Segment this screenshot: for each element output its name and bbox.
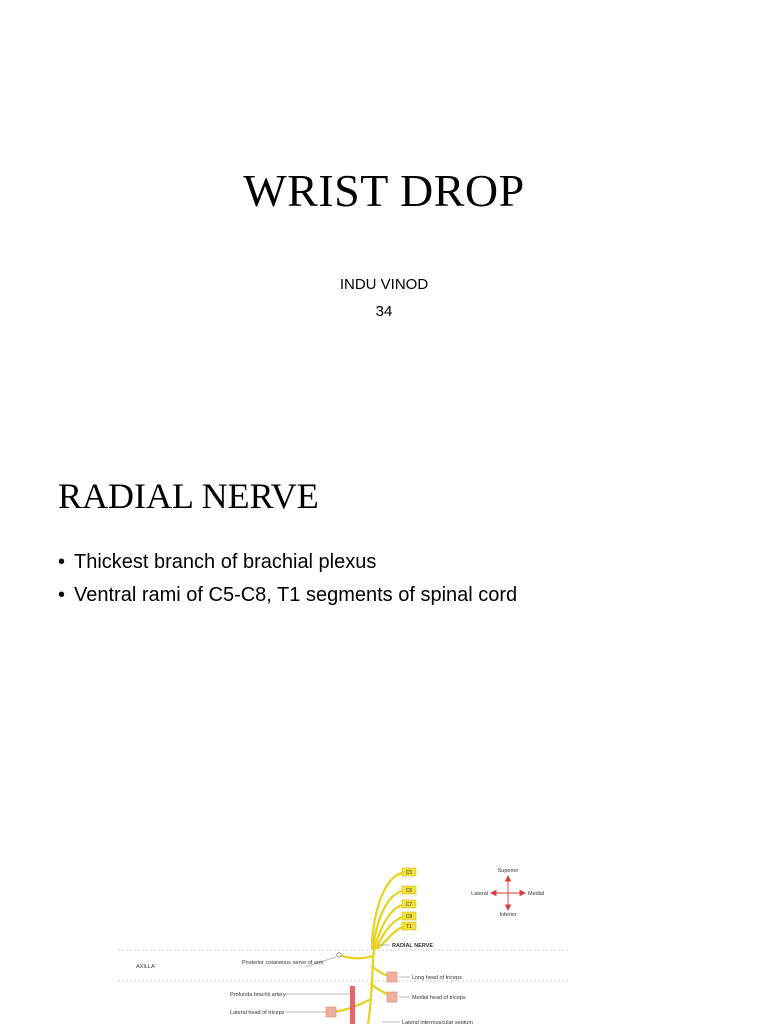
label-medial-head: Medial head of triceps: [412, 995, 466, 1001]
label-lateral-head: Lateral head of triceps: [230, 1010, 285, 1016]
root-label-t1: T1: [406, 924, 412, 930]
slide-title: WRIST DROP: [243, 165, 525, 216]
root-label-c7: C7: [405, 902, 413, 908]
root-label-c8: C8: [405, 914, 413, 920]
compass-lateral: Lateral: [471, 891, 488, 897]
root-label-c6: C6: [405, 888, 413, 894]
lateral-head-marker: [326, 1007, 336, 1017]
orientation-compass: [491, 876, 525, 910]
compass-superior: Superior: [497, 868, 519, 874]
bullet-item: • Ventral rami of C5-C8, T1 segments of spinal cord: [58, 584, 518, 606]
label-long-head: Long head of triceps: [412, 975, 462, 981]
compass-inferior: Inferior: [499, 912, 517, 918]
bullet-list: [58, 548, 517, 614]
long-head-marker: [387, 972, 397, 982]
section-title: RADIAL NERVE: [58, 476, 319, 516]
compass-medial: Medial: [528, 891, 545, 897]
radial-nerve-diagram: [110, 860, 580, 1024]
label-intermuscular-septum: Lateral intermuscular septum: [402, 1020, 473, 1024]
region-label: AXILLA: [136, 964, 155, 970]
medial-head-marker: [387, 992, 397, 1002]
nerve-branch-cutaneous: [342, 956, 372, 958]
roll-number: 34: [375, 303, 393, 320]
nerve-root-c5: [372, 873, 402, 948]
label-profunda-artery: Profunda brachii artery: [230, 992, 286, 998]
author-name: INDU VINOD: [339, 276, 429, 293]
profunda-artery-marker: [350, 986, 355, 1024]
label-radial-nerve: RADIAL NERVE: [392, 943, 434, 949]
label-posterior-cutaneous: Posterior cutaneous nerve of arm: [242, 960, 324, 966]
bullet-item: • Thickest branch of brachial plexus: [58, 551, 377, 573]
cutaneous-node: [337, 953, 341, 957]
root-label-c5: C5: [405, 870, 413, 876]
